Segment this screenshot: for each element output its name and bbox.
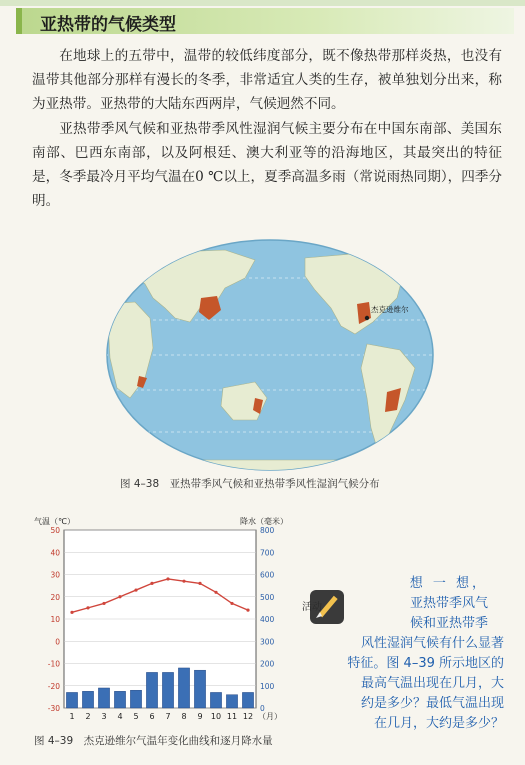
precip-bar [226,695,237,708]
page-top-strip [0,0,525,6]
temperature-point [182,580,185,583]
temperature-point [246,609,249,612]
temperature-point [198,582,201,585]
month-label: 12 [242,712,254,721]
right-tick-label: 800 [260,526,275,535]
right-tick-label: 700 [260,548,275,558]
left-tick-label: -20 [47,681,60,691]
temperature-point [134,588,137,591]
right-tick-label: 300 [260,637,275,647]
left-tick-label: 0 [55,637,60,647]
temperature-point [230,602,233,605]
month-label: 1 [69,712,75,721]
right-tick-label: 100 [260,681,275,691]
temperature-point [86,606,89,609]
precip-bar [114,691,125,708]
temperature-point [118,595,121,598]
temperature-point [70,611,73,614]
activity-line-3: 候和亚热带季 [409,616,488,631]
month-label: 9 [197,712,203,721]
activity-line-2: 亚热带季风气 [409,596,488,611]
precip-bar [130,690,141,708]
left-tick-label: 50 [50,526,60,535]
right-tick-label: 400 [260,615,275,624]
temperature-point [150,582,153,585]
right-axis-title: 降水（毫米） [240,517,288,526]
right-tick-label: 500 [260,592,275,602]
left-tick-label: 40 [50,548,60,558]
temperature-point [102,602,105,605]
month-label: 5 [133,712,139,721]
map-caption: 图 4–38 亚热带季风气候和亚热带季风性湿润气候分布 [120,478,380,490]
x-unit-label: （月） [258,712,282,721]
world-climate-map [105,238,435,472]
right-tick-label: 600 [260,570,275,580]
activity-line-5: 特征。图 4–39 所示地区的 [347,656,504,671]
month-label: 11 [226,712,238,721]
month-label: 7 [165,712,171,721]
precip-bar [194,670,205,708]
section-title-bar [16,8,514,34]
temperature-point [166,577,169,580]
activity-line-7: 约是多少？最低气温出现 [360,696,504,711]
month-label: 6 [149,712,155,721]
precip-bar [146,672,157,708]
left-tick-label: -10 [47,659,60,669]
left-tick-label: 10 [50,615,60,624]
paragraph-1: 在地球上的五带中，温带的较低纬度部分，既不像热带那样炎热，也没有温带其他部分那样有漫长的冬季，非常适宜人类的生存，被单独划分出来，称为亚热带。亚热带的大陆东西两岸，气候迥然不同。 [32,48,502,112]
activity-line-8: 在几月，大约是多少？ [373,716,504,731]
activity-line-1: 想 一 想， [409,576,488,591]
section-title: 亚热带的气候类型 [40,15,176,35]
month-label: 4 [117,712,123,721]
precip-bar [162,672,173,708]
city-marker [365,316,369,320]
climate-chart [30,514,292,732]
month-label: 10 [210,712,222,721]
precip-bar [210,692,221,708]
chart-caption: 图 4–39 杰克逊维尔气温年变化曲线和逐月降水量 [34,735,273,747]
precip-bar [178,668,189,708]
activity-line-4: 风性湿润气候有什么显著 [360,636,504,651]
paragraph-2: 亚热带季风气候和亚热带季风性湿润气候主要分布在中国东南部、美国东南部、巴西东南部，以及阿根廷、澳大利亚等的沿海地区，其最突出的特征是，冬季最冷月平均气温在0 ℃以上，夏季高温多雨（常说雨热同期），四季分明。 [32,121,502,209]
right-tick-label: 200 [260,659,275,669]
activity-box [300,574,510,734]
month-label: 8 [181,712,187,721]
month-label: 2 [85,712,91,721]
left-tick-label: -30 [47,704,60,713]
precip-bar [82,691,93,708]
month-label: 3 [101,712,107,721]
precip-bar [98,688,109,708]
right-tick-label: 0 [260,704,265,713]
precip-bar [66,692,77,708]
left-axis-title: 气温（℃） [34,517,75,526]
left-tick-label: 20 [50,592,60,602]
map-city-label: 杰克逊维尔 [371,305,409,314]
temperature-point [214,591,217,594]
activity-line-6: 最高气温出现在几月，大 [360,676,504,691]
left-tick-label: 30 [50,570,60,580]
activity-label: 活动 [302,602,322,613]
precip-bar [242,692,253,708]
